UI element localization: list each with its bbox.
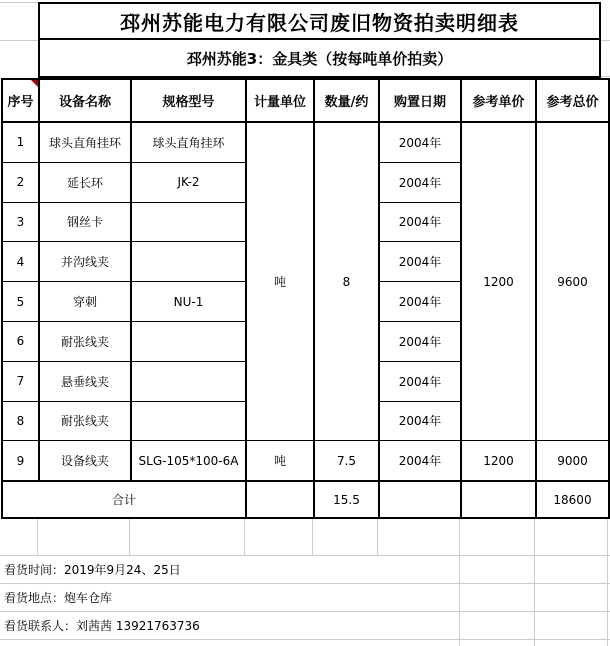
cell-date[interactable]: 2004年 [379,162,461,202]
cell-no[interactable]: 2 [2,162,39,202]
cell-model[interactable] [131,401,246,441]
cell-qty[interactable]: 7.5 [314,441,379,481]
header-date[interactable] [379,79,461,122]
cell-name[interactable]: 球头直角挂环 [39,122,131,162]
view-location-text: 看货地点：炮车仓库 [4,591,113,605]
cell-no[interactable]: 5 [2,282,39,322]
header-unit-label: 计量单位 [253,94,306,110]
cell-no[interactable]: 7 [2,361,39,401]
cell-model[interactable] [131,361,246,401]
gridline [0,40,38,41]
header-no-label: 序号 [7,94,34,110]
cell-date[interactable]: 2004年 [379,282,461,322]
cell-name[interactable]: 并沟线夹 [39,242,131,282]
cell-name[interactable]: 悬垂线夹 [39,361,131,401]
view-contact-text: 看货联系人：刘茜茜 13921763736 [4,619,200,633]
header-row [2,79,609,122]
total-qty[interactable]: 15.5 [314,481,379,518]
total-row [2,481,609,518]
gridline [601,40,610,41]
cell-unit-merged[interactable]: 吨 [246,122,314,441]
header-total-price[interactable] [536,79,609,122]
cell-name[interactable]: 耐张线夹 [39,321,131,361]
cell-no[interactable]: 8 [2,401,39,441]
cell-date[interactable]: 2004年 [379,441,461,481]
header-model[interactable] [131,79,246,122]
cell-model[interactable]: 球头直角挂环 [131,122,246,162]
sheet-subtitle[interactable]: 邳州苏能3：金具类（按每吨单价拍卖） [38,40,601,78]
total-unit[interactable] [246,481,314,518]
cell-unit[interactable]: 吨 [246,441,314,481]
cell-date[interactable]: 2004年 [379,202,461,242]
cell-no[interactable]: 3 [2,202,39,242]
cell-name[interactable]: 钢丝卡 [39,202,131,242]
cell-date[interactable]: 2004年 [379,122,461,162]
total-total-price[interactable]: 18600 [536,481,609,518]
view-location-row[interactable] [0,584,610,612]
cell-date[interactable]: 2004年 [379,361,461,401]
cell-model[interactable]: JK-2 [131,162,246,202]
header-unit[interactable] [246,79,314,122]
header-qty[interactable] [314,79,379,122]
cell-model[interactable] [131,242,246,282]
gridline [0,2,38,3]
header-total-price-label: 参考总价 [546,94,599,110]
total-label[interactable]: 合计 [2,481,246,518]
title-block [38,2,601,78]
cell-name[interactable]: 设备线夹 [39,441,131,481]
cell-total-price[interactable]: 9000 [536,441,609,481]
cell-name[interactable]: 穿刺 [39,282,131,322]
cell-model[interactable] [131,202,246,242]
cell-date[interactable]: 2004年 [379,401,461,441]
cell-name[interactable]: 延长环 [39,162,131,202]
view-time-row[interactable] [0,556,610,584]
cell-name[interactable]: 耐张线夹 [39,401,131,441]
gridline [129,519,130,555]
header-unit-price[interactable] [461,79,536,122]
table-row [2,122,609,162]
gridline [37,519,38,555]
cell-total-price-merged[interactable]: 9600 [536,122,609,441]
comment-indicator-icon [31,80,38,87]
sheet-title[interactable]: 邳州苏能电力有限公司废旧物资拍卖明细表 [38,2,601,40]
total-date[interactable] [379,481,461,518]
header-no[interactable] [2,79,39,122]
header-qty-label: 数量/约 [324,94,369,110]
cell-date[interactable]: 2004年 [379,321,461,361]
header-unit-price-label: 参考单价 [472,94,525,110]
cell-unit-price[interactable]: 1200 [461,441,536,481]
cell-model[interactable] [131,321,246,361]
gridline [244,519,245,555]
view-contact-row[interactable] [0,612,610,640]
view-time-text: 看货时间：2019年9月24、25日 [4,563,181,577]
cell-model[interactable]: NU-1 [131,282,246,322]
header-name[interactable] [39,79,131,122]
gridline [377,519,378,555]
gridline [312,519,313,555]
cell-model[interactable]: SLG-105*100-6A [131,441,246,481]
table-row [2,441,609,481]
header-name-label: 设备名称 [58,94,111,110]
cell-no[interactable]: 6 [2,321,39,361]
header-model-label: 规格型号 [162,94,215,110]
auction-table [1,78,610,519]
cell-unit-price-merged[interactable]: 1200 [461,122,536,441]
cell-qty-merged[interactable]: 8 [314,122,379,441]
cell-no[interactable]: 4 [2,242,39,282]
total-unit-price[interactable] [461,481,536,518]
cell-date[interactable]: 2004年 [379,242,461,282]
cell-no[interactable]: 1 [2,122,39,162]
gridline [601,76,610,77]
cell-no[interactable]: 9 [2,441,39,481]
header-date-label: 购置日期 [393,94,446,110]
